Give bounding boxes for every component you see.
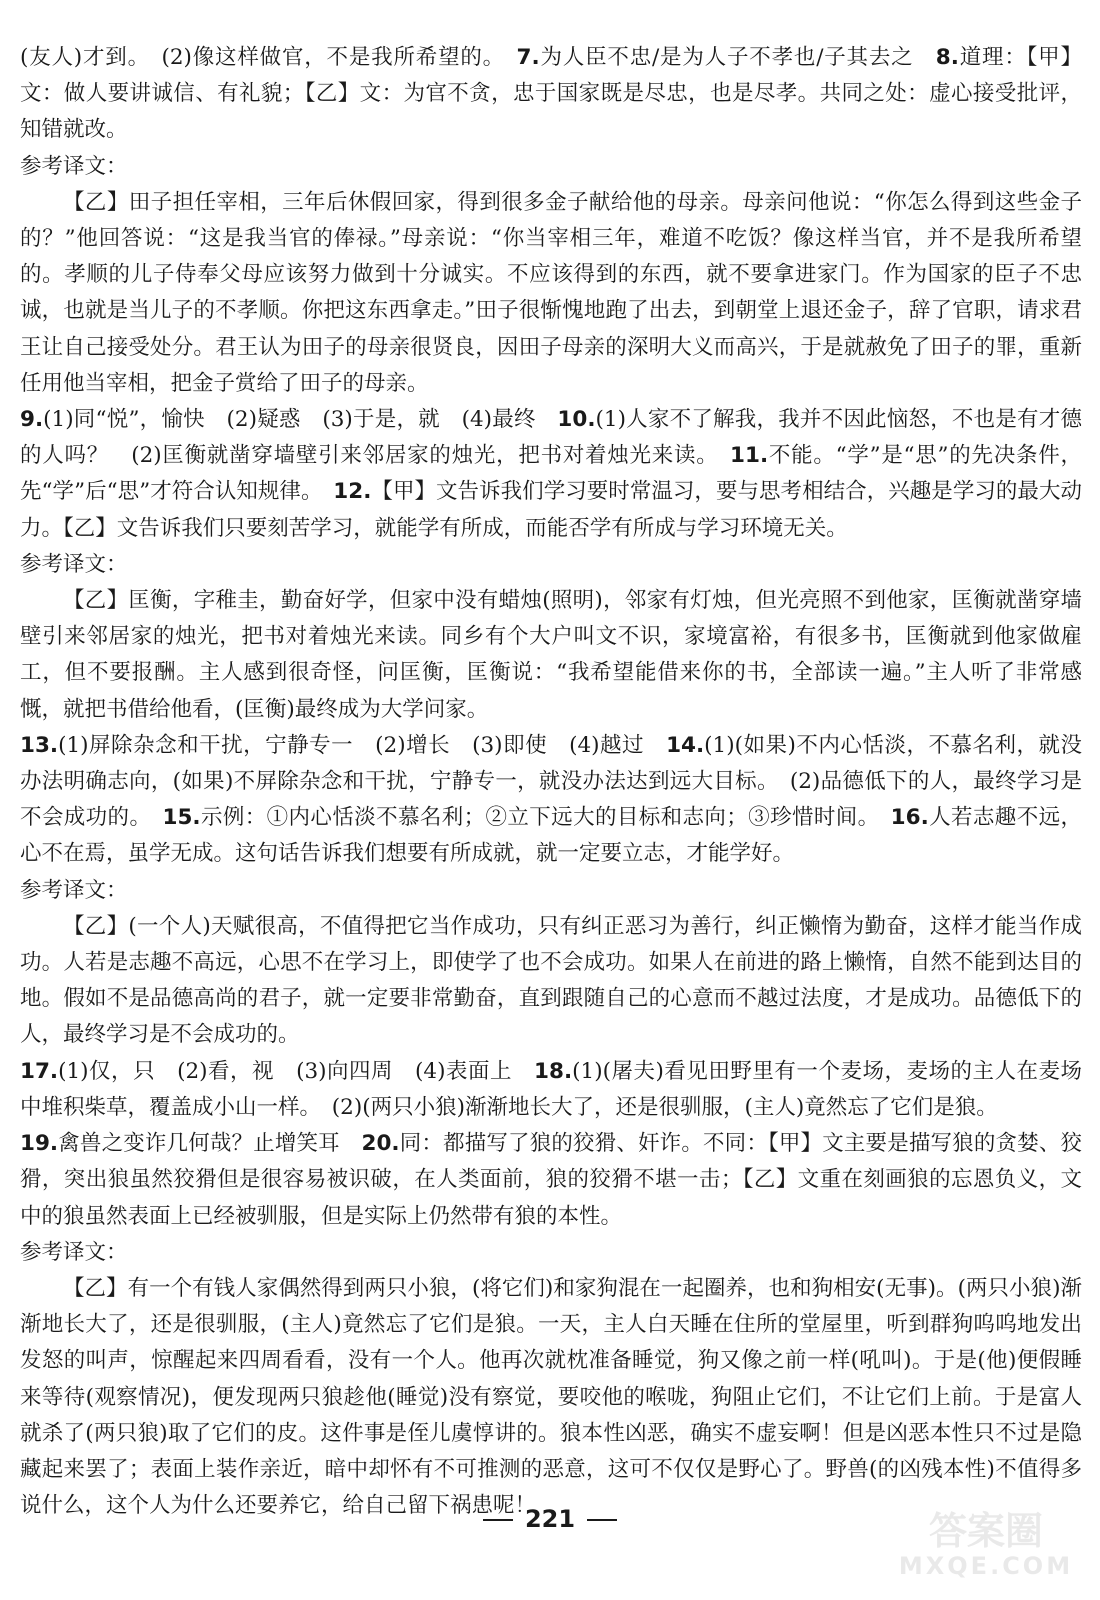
question-number: 20. [361, 1131, 400, 1157]
answer-text: (1)(如果)不内心恬淡，不慕名利，就没办法明确志向，(如果)不屏除杂念和干扰，宁静专一，就没办法达到远大目标。 (2)品德低下的人，最终学习是不会成功的。 [20, 732, 1082, 831]
question-number: 11. [730, 443, 769, 469]
reference-translation-label: 参考译文： [20, 1239, 128, 1265]
document-body [20, 40, 1082, 1524]
answer-text: 禽兽之变诈几何哉？止增笑耳 [58, 1131, 362, 1157]
answer-paragraph [20, 1054, 1082, 1126]
question-number: 12. [333, 479, 372, 505]
answer-text: (友人)才到。 (2)像这样做官，不是我所希望的。 [20, 45, 517, 70]
question-number: 9. [20, 407, 44, 433]
answer-text: 不能。“学”是“思”的先决条件，先“学”后“思”才符合认知规律。 [20, 443, 1082, 505]
answer-text: (1)人家不了解我，我并不因此恼怒，不也是有才德的人吗？ (2)匡衡就凿穿墙壁引来邻居家的烛光，把书对着烛光来读。 [20, 407, 1082, 469]
watermark-url: MXQE.COM [898, 1552, 1074, 1580]
reference-translation-label: 参考译文： [20, 877, 128, 903]
page-number-value: 221 [524, 1505, 576, 1533]
answer-paragraph [20, 402, 1082, 547]
answer-paragraph [20, 1126, 1082, 1235]
answer-paragraph [20, 728, 1082, 873]
question-number: 8. [935, 45, 959, 70]
question-number: 10. [557, 407, 596, 433]
answer-text: (1)屏除杂念和干扰，宁静专一 (2)增长 (3)即使 (4)越过 [58, 732, 667, 758]
answer-text: (1)(屠夫)看见田野里有一个麦场，麦场的主人在麦场中堆积柴草，覆盖成小山一样。 (2)(两只小狼)渐渐地长大了，还是很驯服，(主人)竟然忘了它们是狼。 [20, 1058, 1083, 1120]
question-number: 7. [516, 45, 540, 70]
question-number: 17. [20, 1058, 59, 1084]
reference-translation-paragraph: 【乙】匡衡，字稚圭，勤奋好学，但家中没有蜡烛(照明)，邻家有灯烛，但光亮照不到他家，匡衡就凿穿墙壁引来邻居家的烛光，把书对着烛光来读。同乡有个大户叫文不识，家境富裕，有很多书，匡衡就到他家做雇工，但不要报酬。主人感到很奇怪，问匡衡，匡衡说：“我希望能借来你的书，全部读一遍。”主人听了非常感慨，就把书借给他看，(匡衡)最终成为大学问家。 [20, 588, 1082, 722]
answer-text: 同：都描写了狼的狡猾、奸诈。不同：【甲】文主要是描写狼的贪婪、狡猾，突出狼虽然狡猾但是很容易被识破，在人类面前，狼的狡猾不堪一击；【乙】文重在刻画狼的忘恩负义，文中的狼虽然表面上已经被驯服，但是实际上仍然带有狼的本性。 [20, 1131, 1082, 1229]
question-number: 14. [666, 732, 705, 758]
answer-text: 人若志趣不远，心不在焉，虽学无成。这句话告诉我们想要有所成就，就一定要立志，才能学好。 [20, 805, 1082, 867]
answer-text: 【甲】文告诉我们学习要时常温习，要与思考相结合，兴趣是学习的最大动力。【乙】文告诉我们只要刻苦学习，就能学有所成，而能否学有所成与学习环境无关。 [20, 479, 1082, 541]
answer-paragraph [20, 40, 1082, 149]
page-number-left-dash [483, 1519, 513, 1521]
question-number: 13. [20, 732, 59, 758]
answer-text: 示例：①内心恬淡不慕名利；②立下远大的目标和志向；③珍惜时间。 [200, 805, 891, 831]
question-number: 18. [534, 1058, 573, 1084]
reference-translation-label: 参考译文： [20, 153, 128, 179]
question-number: 16. [890, 805, 929, 831]
question-number: 19. [20, 1131, 59, 1157]
reference-translation-paragraph: 【乙】田子担任宰相，三年后休假回家，得到很多金子献给他的母亲。母亲问他说：“你怎么得到这些金子的？”他回答说：“这是我当官的俸禄。”母亲说：“你当宰相三年，难道不吃饭？像这样当官，并不是我所希望的。孝顺的儿子侍奉父母应该努力做到十分诚实。不应该得到的东西，就不要拿进家门。作为国家的臣子不忠诚，也就是当儿子的不孝顺。你把这东西拿走。”田子很惭愧地跑了出去，到朝堂上退还金子，辞了官职，请求君王让自己接受处分。君王认为田子的母亲很贤良，因田子母亲的深明大义而高兴，于是就赦免了田子的罪，重新任用他当宰相，把金子赏给了田子的母亲。 [20, 189, 1082, 396]
watermark-logo [886, 1502, 1086, 1580]
answer-text: 道理：【甲】文：做人要讲诚信、有礼貌；【乙】文：为官不贪，忠于国家既是尽忠，也是尽孝。共同之处：虚心接受批评，知错就改。 [20, 45, 1082, 143]
watermark-text: 答案圈 [928, 1509, 1044, 1553]
reference-translation-paragraph: 【乙】有一个有钱人家偶然得到两只小狼，(将它们)和家狗混在一起圈养，也和狗相安(无事)。(两只小狼)渐渐地长大了，还是很驯服，(主人)竟然忘了它们是狼。一天，主人白天睡在住所的堂屋里，听到群狗呜呜地发出发怒的叫声，惊醒起来四周看看，没有一个人。他再次就枕准备睡觉，狗又像之前一样(吼叫)。于是(他)便假睡来等待(观察情况)，便发现两只狼趁他(睡觉)没有察觉，要咬他的喉咙，狗阻止它们，不让它们上前。于是富人就杀了(两只狼)取了它们的皮。这件事是侄儿虞惇讲的。狼本性凶恶，确实不虚妄啊！但是凶恶本性只不过是隐藏起来罢了；表面上装作亲近，暗中却怀有不可推测的恶意，这可不仅仅是野心了。野兽(的凶残本性)不值得多说什么，这个人为什么还要养它，给自己留下祸患呢！ [20, 1275, 1082, 1519]
reference-translation-paragraph: 【乙】(一个人)天赋很高，不值得把它当作成功，只有纠正恶习为善行，纠正懒惰为勤奋，这样才能当作成功。人若是志趣不高远，心思不在学习上，即使学了也不会成功。如果人在前进的路上懒惰，自然不能到达目的地。假如不是品德高尚的君子，就一定要非常勤奋，直到跟随自己的心意而不越过法度，才是成功。品德低下的人，最终学习是不会成功的。 [20, 913, 1082, 1048]
reference-translation-label: 参考译文： [20, 551, 128, 577]
answer-text: (1)同“悦”，愉快 (2)疑惑 (3)于是，就 (4)最终 [43, 407, 558, 433]
page-number-right-dash [587, 1519, 617, 1521]
answer-text: (1)仅，只 (2)看，视 (3)向四周 (4)表面上 [58, 1058, 535, 1084]
question-number: 15. [162, 805, 201, 831]
answer-text: 为人臣不忠/是为人子不孝也/子其去之 [539, 45, 936, 70]
